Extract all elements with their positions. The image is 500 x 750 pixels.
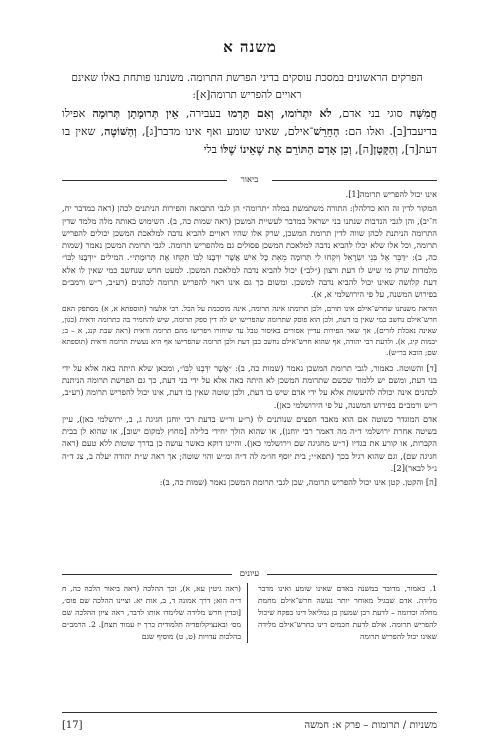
notes-label: עיונים <box>239 569 260 579</box>
running-head: משניות / תרומות – פרק א: חמשה <box>304 720 437 731</box>
mishna-segment: [ה], <box>351 143 374 156</box>
mishna-segment: בלי <box>203 143 221 156</box>
mishna-keyword: הַחֵרֵשׁ <box>313 125 340 138</box>
page-title: משנה א <box>223 38 277 56</box>
notes-column-left: (ראה גיטין עא, א), וכך ההלכה (ראה ביאור הלכה כה, ח ד״ה הוא; דרך אמונה ד, ב, אות יא. וציינו ההלכה שם פוס׳, [ובדין חרש מלידה שלימדו אותו לדבר, ראה ציון ההלכה שם מס׳ ובאנציקלופדיה תלמודית כרך יז עמוד תצח]. 2. הרמב״ם בהלכות עדויות (ט, ט) מוסיף שגם <box>62 583 248 643</box>
mishna-keyword: לֹא יִתְרֹומוּ, וְאִם תָּרְמוּ <box>227 107 332 120</box>
notes-column-right: 1. כאמור, מדובר במשנה באדם שאינו שומע ואינו מדבר מלידה. אדם שבגיל מאוחר יותר נעשה חרש־אילם מחמת מחלה וכדומה – לדעת רבן שמעון בן גמליאל דינו כפקח שיכול להפריש תרומה. אולם לדעת חכמים דינו כחרש־אילם מלידה שאינו יכול להפריש תרומה <box>258 584 437 641</box>
notes-divider <box>62 568 437 580</box>
mishna-segment: בעבירה, <box>178 107 228 120</box>
mishna-keyword: חֲמִשָּׁה <box>409 107 437 120</box>
mishna-keyword: וְכֵן אָדָם הַתּוֹרֵם אֶת שֶׁאֵינוֹ שֶׁלּוֹ <box>220 143 352 156</box>
footer <box>62 718 437 734</box>
mishna-segment: אפילו בדיעבד[ב]. ואלו הם: <box>62 107 438 138</box>
explanation-paragraph: המקור לדין זה הוא כדלהלן: התורה משתמשת במלה ״תרומה״ הן לגבי התבואה והפירות הניתנים לכהן (ראה במדבר יח, ח־יב), והן לגבי הנדבות שנתנו בני ישראל במדבר לעשיית המשכן (ראה שמות כה, ב). השימוש באותה מלה מלמד שדין התרומה הניתנת לכהן שווה לדין תרומת המשכן, שרק אלו שהיו ראויים להביא נדבה למלאכת המשכן יכולים להפריש תרומה, וכל אלו שלא יכלו להביא נדבה למלאכת המשכן פסולים גם מלהפריש תרומה. לגבי תרומת המשכן נאמר (שמות כה, ב): ״דַּבֵּר אֶל בְּנֵי יִשְׂרָאֵל וְיִקְחוּ לִי תְּרוּמָה מֵאֵת כָּל אִישׁ אֲשֶׁר יִדְּבֶנּוּ לִבּוֹ תִּקְחוּ אֶת תְּרוּמָתִי״. המילים ״יִדְּבֶנּוּ לִבּוֹ״ מלמדות שרק מי שיש לו דעת ורצון (״לב״) יכול להביא נדבה למלאכת המשכן. למעט חרש שנחשב כמי שאין לו אלא דעת קלושה שאינו יכול להביא נדבה למשכן. ומשום כך גם אינו ראוי להפריש תרומה לכהנים (רע״ב, ר״ש ורמב״ם בפירוש המשנה, על פי הירושלמי א, א). <box>62 203 437 300</box>
explanation-paragraph: אדם המוגדר כשוטה אם הוא מאבד חפצים שנותנים לו (ר״ע ור״ש בדעת רבי יוחנן חגיגה ג, ב, ירושלמי כאן), עיין בשיטה אחרת ירושלמי ד״ה מה דאמר רבי יוחנן), או שהוא הולך יחידי בלילה [מחוץ למקום ישוב], או שהוא לן בבית הקברות, או קורע את בגדיו (ר״ש מחגיגה שם וירושלמי כאן). והיינו דוקא כאשר עושה כן בדרך שוטות ללא טעם (ראה חגיגה שם), וגם שהוא רגיל בכך (תפא״י; בית יוסף חו״מ לה ד״ה ומ״ש והוי שוטה; אך ראה ש״ת יהודה יעלה ב, צג ד״ה נ״ל לבאר)[2]. <box>62 413 437 474</box>
mishna-segment: סוגי בני אדם, <box>331 107 410 120</box>
explanation-paragraph: [ד] והשוטה. כאמור, לגבי תרומת המשכן נאמר (שמות כה, ב): ״אֲשֶׁר יִדְּבֶנּוּ לִבּוֹ״, ומכאן שלא היתה באה אלא על ידי בני דעת, ומשם יש ללמוד שכשם שתרומת המשכן לא היתה באה אלא על ידי בני דעת, כך גם הפרשת תרומה הניתנת לכהנים אינה יכולה להיעשות אלא על ידי אדם שיש בו דעת, ולכן שוטה שאין בו דעת, אינו יכול להפריש תרומה (רע״ב, ר״ש ורמב״ם בפירוש המשנה, על פי הירושלמי כאן). <box>62 362 437 410</box>
page-number: [17] <box>62 720 83 731</box>
explanation-label: ביאור <box>240 175 259 185</box>
mishna-keyword: אֵין תְּרוּמָתָן תְּרוּמָה <box>92 107 179 120</box>
mishna-keyword: וְהַקָּטָן <box>373 143 398 156</box>
explanation-paragraph: אינו יכול להפריש תרומה[1]. <box>345 189 437 199</box>
explanation-paragraph: [ה] והקטן. קטן אינו יכול להפריש תרומה, שכן לגבי תרומת המשכן נאמר (שמות כה, ב): <box>159 477 437 488</box>
divider-line <box>62 180 227 181</box>
mishna-keyword: וְהַשּׁוֹטֶה <box>104 125 137 138</box>
divider-line <box>62 574 232 575</box>
explanation-divider <box>62 174 437 186</box>
mishna-segment: ־אילם, שאינו שומע ואף אינו מדבר[ג], <box>136 125 314 138</box>
notes-columns <box>62 583 437 643</box>
explanation-small-paragraph: הוראת משנתנו שחרש־אילם אינו תורם, ולכן תרומתו אינה תרומה, אינה מוסכמת על הכל. רבי אלעזר (תוספתא א, א) מסתפק האם חרש־אילם נחשב כמי שאין בו דעת, ולכן הוא פוסק שתרומה שהפרישו יש לה דין ספק תרומה, שיש להחמיר בה כתרומה ודאית (כגון, שאינה נאכלת לזרים), אך שאר הפירות עדיין אסורים באיסור טבל עד שיחזרו ויפרישו מהם תרומה ודאית (ראה שבת קנג, א – ב; יבמות קיג, א). ולדעת רבי יהודה, אף שהוא חרש־אילם נחשב כבן דעת ולכן תרומה שהפרישו אף היא נעשית תרומה ודאית (תוספתא שם; הובא בר״ש). <box>62 303 437 357</box>
mishna-text <box>62 105 437 159</box>
footer-rule <box>62 712 437 713</box>
intro-paragraph: הפרקים הראשונים במסכת עוסקים בדיני הפרשת התרומה. משנתנו פותחת באלו שאינם ראויים להפריש תרומה[א]: <box>71 72 423 101</box>
mishna-segment: , שאין בו דעת[ד], <box>62 125 437 156</box>
explanation-body <box>62 188 437 491</box>
